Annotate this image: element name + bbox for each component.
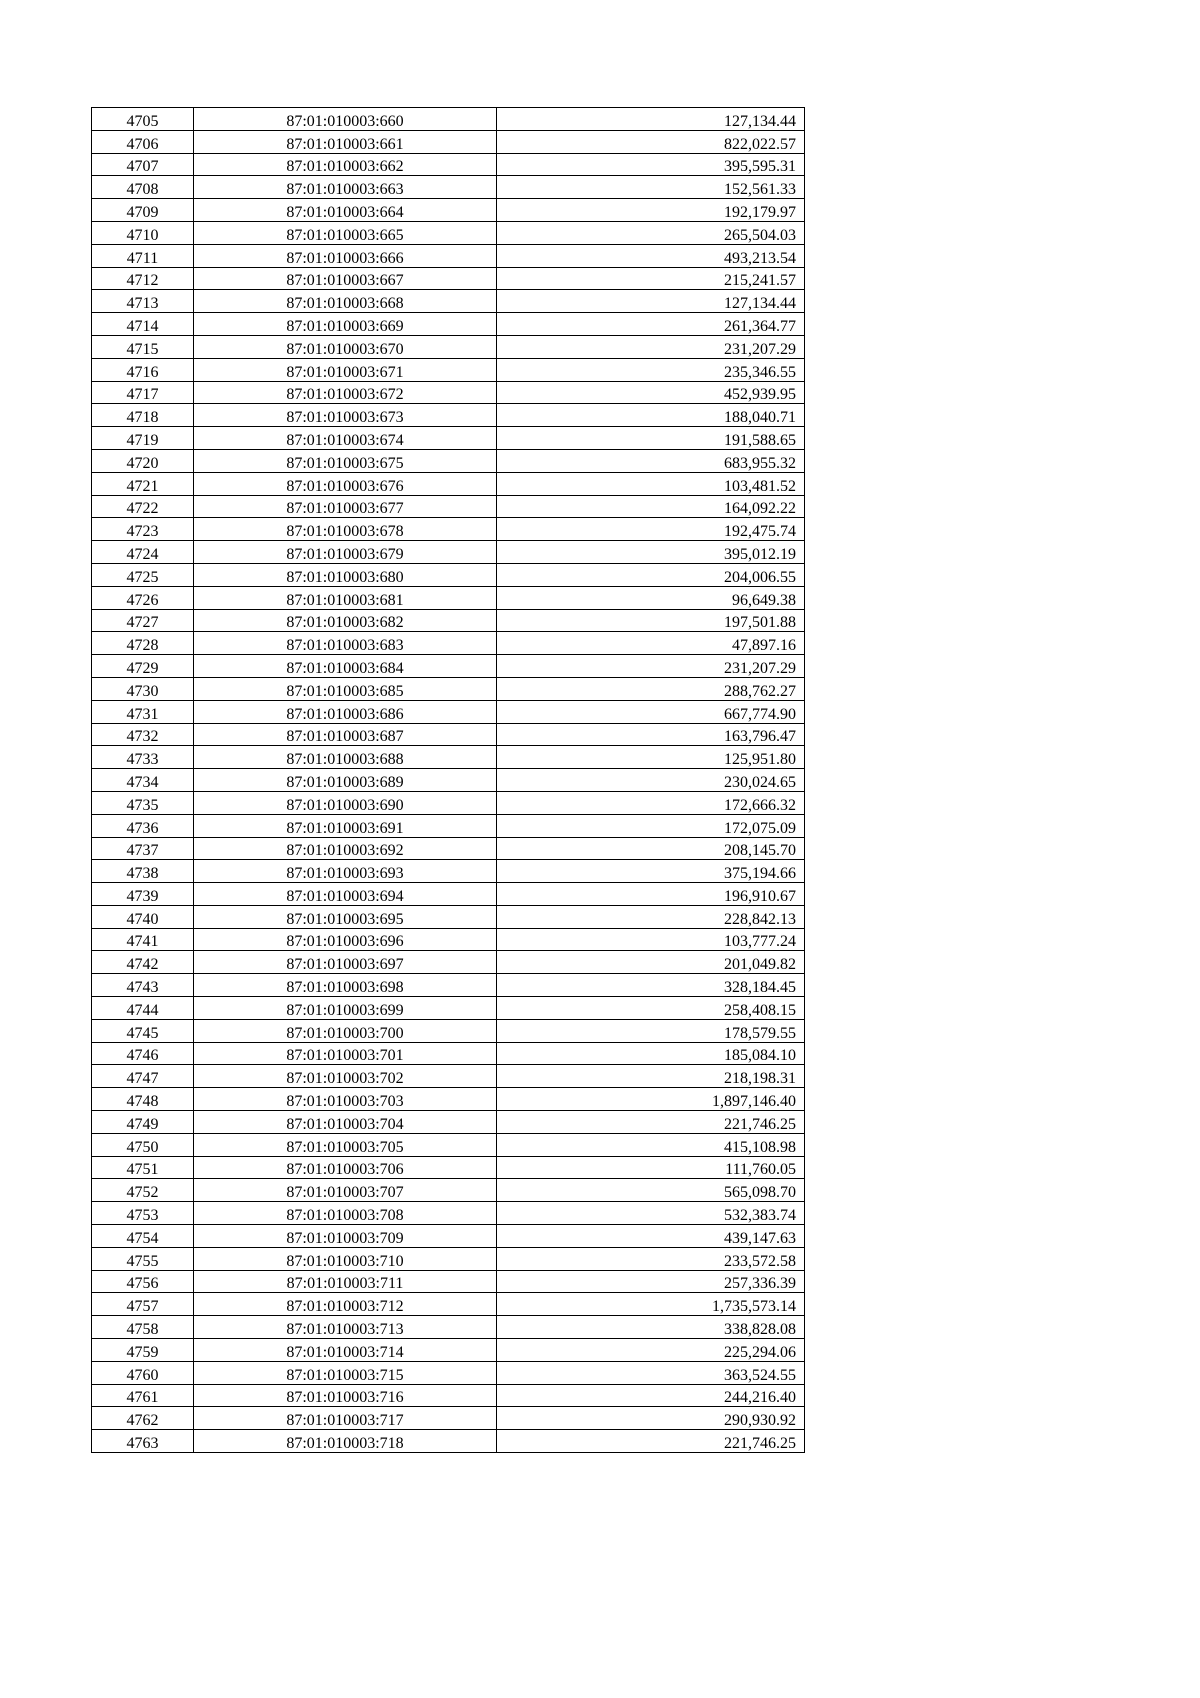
table-row — [92, 1179, 805, 1202]
row-number-cell: 4735 — [92, 791, 194, 814]
cadastral-number-cell: 87:01:010003:675 — [194, 449, 497, 472]
row-number-cell: 4740 — [92, 905, 194, 928]
cadastral-value-cell: 172,666.32 — [497, 791, 805, 814]
table-row — [92, 404, 805, 427]
cadastral-value-cell: 228,842.13 — [497, 905, 805, 928]
row-number-cell: 4744 — [92, 997, 194, 1020]
table-row — [92, 905, 805, 928]
cadastral-value-cell: 163,796.47 — [497, 723, 805, 746]
row-number-cell: 4722 — [92, 495, 194, 518]
cadastral-value-cell: 218,198.31 — [497, 1065, 805, 1088]
cadastral-value-cell: 439,147.63 — [497, 1225, 805, 1248]
cadastral-number-cell: 87:01:010003:692 — [194, 837, 497, 860]
cadastral-value-cell: 178,579.55 — [497, 1019, 805, 1042]
cadastral-value-cell: 188,040.71 — [497, 404, 805, 427]
table-row — [92, 860, 805, 883]
table-row — [92, 928, 805, 951]
row-number-cell: 4720 — [92, 449, 194, 472]
cadastral-value-cell: 152,561.33 — [497, 176, 805, 199]
table-row — [92, 1042, 805, 1065]
table-row — [92, 495, 805, 518]
table-row — [92, 997, 805, 1020]
cadastral-number-cell: 87:01:010003:699 — [194, 997, 497, 1020]
cadastral-value-cell: 208,145.70 — [497, 837, 805, 860]
row-number-cell: 4710 — [92, 221, 194, 244]
table-row — [92, 723, 805, 746]
row-number-cell: 4743 — [92, 974, 194, 997]
cadastral-value-cell: 215,241.57 — [497, 267, 805, 290]
table-row — [92, 358, 805, 381]
cadastral-number-cell: 87:01:010003:703 — [194, 1088, 497, 1111]
row-number-cell: 4734 — [92, 769, 194, 792]
cadastral-number-cell: 87:01:010003:683 — [194, 632, 497, 655]
cadastral-value-cell: 261,364.77 — [497, 313, 805, 336]
table-row — [92, 1065, 805, 1088]
cadastral-number-cell: 87:01:010003:709 — [194, 1225, 497, 1248]
cadastral-value-cell: 111,760.05 — [497, 1156, 805, 1179]
row-number-cell: 4726 — [92, 586, 194, 609]
cadastral-value-cell: 185,084.10 — [497, 1042, 805, 1065]
cadastral-number-cell: 87:01:010003:713 — [194, 1316, 497, 1339]
row-number-cell: 4763 — [92, 1430, 194, 1453]
cadastral-number-cell: 87:01:010003:667 — [194, 267, 497, 290]
table-row — [92, 1133, 805, 1156]
cadastral-value-cell: 125,951.80 — [497, 746, 805, 769]
cadastral-value-cell: 565,098.70 — [497, 1179, 805, 1202]
cadastral-number-cell: 87:01:010003:690 — [194, 791, 497, 814]
row-number-cell: 4729 — [92, 655, 194, 678]
cadastral-value-cell: 164,092.22 — [497, 495, 805, 518]
table-row — [92, 199, 805, 222]
cadastral-value-cell: 103,777.24 — [497, 928, 805, 951]
cadastral-number-cell: 87:01:010003:676 — [194, 472, 497, 495]
row-number-cell: 4752 — [92, 1179, 194, 1202]
row-number-cell: 4719 — [92, 427, 194, 450]
cadastral-value-cell: 257,336.39 — [497, 1270, 805, 1293]
cadastral-number-cell: 87:01:010003:673 — [194, 404, 497, 427]
cadastral-number-cell: 87:01:010003:689 — [194, 769, 497, 792]
cadastral-number-cell: 87:01:010003:672 — [194, 381, 497, 404]
table-row — [92, 791, 805, 814]
table-row — [92, 176, 805, 199]
cadastral-number-cell: 87:01:010003:700 — [194, 1019, 497, 1042]
table-row — [92, 814, 805, 837]
cadastral-value-cell: 415,108.98 — [497, 1133, 805, 1156]
table-row — [92, 883, 805, 906]
table-row — [92, 632, 805, 655]
table-row — [92, 381, 805, 404]
table-row — [92, 1316, 805, 1339]
cadastral-number-cell: 87:01:010003:663 — [194, 176, 497, 199]
cadastral-value-cell: 191,588.65 — [497, 427, 805, 450]
table-row — [92, 267, 805, 290]
table-row — [92, 290, 805, 313]
cadastral-value-cell: 822,022.57 — [497, 130, 805, 153]
table-body — [92, 108, 805, 1453]
cadastral-number-cell: 87:01:010003:705 — [194, 1133, 497, 1156]
row-number-cell: 4717 — [92, 381, 194, 404]
row-number-cell: 4745 — [92, 1019, 194, 1042]
cadastral-value-cell: 667,774.90 — [497, 700, 805, 723]
table-row — [92, 221, 805, 244]
row-number-cell: 4718 — [92, 404, 194, 427]
cadastral-value-cell: 197,501.88 — [497, 609, 805, 632]
table-row — [92, 586, 805, 609]
row-number-cell: 4754 — [92, 1225, 194, 1248]
cadastral-number-cell: 87:01:010003:671 — [194, 358, 497, 381]
row-number-cell: 4749 — [92, 1111, 194, 1134]
table-row — [92, 108, 805, 131]
cadastral-value-cell: 395,012.19 — [497, 541, 805, 564]
cadastral-number-cell: 87:01:010003:684 — [194, 655, 497, 678]
cadastral-value-cell: 204,006.55 — [497, 563, 805, 586]
row-number-cell: 4713 — [92, 290, 194, 313]
row-number-cell: 4742 — [92, 951, 194, 974]
cadastral-value-cell: 375,194.66 — [497, 860, 805, 883]
cadastral-number-cell: 87:01:010003:704 — [194, 1111, 497, 1134]
cadastral-number-cell: 87:01:010003:686 — [194, 700, 497, 723]
cadastral-number-cell: 87:01:010003:707 — [194, 1179, 497, 1202]
cadastral-value-cell: 230,024.65 — [497, 769, 805, 792]
row-number-cell: 4759 — [92, 1339, 194, 1362]
row-number-cell: 4708 — [92, 176, 194, 199]
cadastral-value-cell: 127,134.44 — [497, 290, 805, 313]
cadastral-number-cell: 87:01:010003:696 — [194, 928, 497, 951]
cadastral-value-cell: 127,134.44 — [497, 108, 805, 131]
cadastral-number-cell: 87:01:010003:717 — [194, 1407, 497, 1430]
row-number-cell: 4715 — [92, 335, 194, 358]
table-row — [92, 1225, 805, 1248]
row-number-cell: 4731 — [92, 700, 194, 723]
cadastral-value-cell: 231,207.29 — [497, 335, 805, 358]
table-row — [92, 974, 805, 997]
row-number-cell: 4728 — [92, 632, 194, 655]
cadastral-value-cell: 1,897,146.40 — [497, 1088, 805, 1111]
cadastral-number-cell: 87:01:010003:687 — [194, 723, 497, 746]
cadastral-value-cell: 192,475.74 — [497, 518, 805, 541]
table-row — [92, 1202, 805, 1225]
cadastral-number-cell: 87:01:010003:664 — [194, 199, 497, 222]
cadastral-number-cell: 87:01:010003:677 — [194, 495, 497, 518]
cadastral-value-cell: 395,595.31 — [497, 153, 805, 176]
table-row — [92, 472, 805, 495]
table-row — [92, 1111, 805, 1134]
cadastral-number-cell: 87:01:010003:681 — [194, 586, 497, 609]
table-row — [92, 449, 805, 472]
cadastral-value-cell: 493,213.54 — [497, 244, 805, 267]
cadastral-value-cell: 338,828.08 — [497, 1316, 805, 1339]
cadastral-number-cell: 87:01:010003:685 — [194, 677, 497, 700]
cadastral-value-cell: 452,939.95 — [497, 381, 805, 404]
row-number-cell: 4724 — [92, 541, 194, 564]
cadastral-number-cell: 87:01:010003:679 — [194, 541, 497, 564]
cadastral-value-cell: 103,481.52 — [497, 472, 805, 495]
table-row — [92, 541, 805, 564]
cadastral-value-cell: 192,179.97 — [497, 199, 805, 222]
cadastral-value-cell: 288,762.27 — [497, 677, 805, 700]
cadastral-number-cell: 87:01:010003:702 — [194, 1065, 497, 1088]
table-row — [92, 655, 805, 678]
row-number-cell: 4755 — [92, 1247, 194, 1270]
cadastral-number-cell: 87:01:010003:716 — [194, 1384, 497, 1407]
row-number-cell: 4736 — [92, 814, 194, 837]
cadastral-number-cell: 87:01:010003:715 — [194, 1361, 497, 1384]
table-row — [92, 335, 805, 358]
cadastral-number-cell: 87:01:010003:666 — [194, 244, 497, 267]
table-row — [92, 1270, 805, 1293]
row-number-cell: 4757 — [92, 1293, 194, 1316]
cadastral-value-cell: 221,746.25 — [497, 1430, 805, 1453]
cadastral-value-cell: 47,897.16 — [497, 632, 805, 655]
row-number-cell: 4707 — [92, 153, 194, 176]
table-row — [92, 518, 805, 541]
cadastral-number-cell: 87:01:010003:708 — [194, 1202, 497, 1225]
cadastral-number-cell: 87:01:010003:688 — [194, 746, 497, 769]
cadastral-number-cell: 87:01:010003:693 — [194, 860, 497, 883]
cadastral-number-cell: 87:01:010003:674 — [194, 427, 497, 450]
row-number-cell: 4709 — [92, 199, 194, 222]
cadastral-value-cell: 290,930.92 — [497, 1407, 805, 1430]
table-row — [92, 313, 805, 336]
row-number-cell: 4750 — [92, 1133, 194, 1156]
cadastral-number-cell: 87:01:010003:711 — [194, 1270, 497, 1293]
table-row — [92, 1339, 805, 1362]
row-number-cell: 4738 — [92, 860, 194, 883]
table-row — [92, 609, 805, 632]
row-number-cell: 4723 — [92, 518, 194, 541]
cadastral-value-cell: 235,346.55 — [497, 358, 805, 381]
table-row — [92, 427, 805, 450]
cadastral-value-cell: 244,216.40 — [497, 1384, 805, 1407]
row-number-cell: 4760 — [92, 1361, 194, 1384]
row-number-cell: 4711 — [92, 244, 194, 267]
table-row — [92, 1407, 805, 1430]
row-number-cell: 4756 — [92, 1270, 194, 1293]
row-number-cell: 4746 — [92, 1042, 194, 1065]
table-row — [92, 951, 805, 974]
cadastral-value-cell: 221,746.25 — [497, 1111, 805, 1134]
cadastral-number-cell: 87:01:010003:661 — [194, 130, 497, 153]
row-number-cell: 4727 — [92, 609, 194, 632]
table-row — [92, 1088, 805, 1111]
row-number-cell: 4753 — [92, 1202, 194, 1225]
cadastral-value-cell: 265,504.03 — [497, 221, 805, 244]
cadastral-value-cell: 258,408.15 — [497, 997, 805, 1020]
row-number-cell: 4762 — [92, 1407, 194, 1430]
cadastral-number-cell: 87:01:010003:670 — [194, 335, 497, 358]
table-row — [92, 1156, 805, 1179]
row-number-cell: 4747 — [92, 1065, 194, 1088]
cadastral-number-cell: 87:01:010003:665 — [194, 221, 497, 244]
cadastral-value-cell: 225,294.06 — [497, 1339, 805, 1362]
table-row — [92, 130, 805, 153]
cadastral-number-cell: 87:01:010003:691 — [194, 814, 497, 837]
row-number-cell: 4733 — [92, 746, 194, 769]
table-row — [92, 244, 805, 267]
cadastral-number-cell: 87:01:010003:662 — [194, 153, 497, 176]
row-number-cell: 4732 — [92, 723, 194, 746]
cadastral-value-table — [91, 107, 805, 1453]
row-number-cell: 4705 — [92, 108, 194, 131]
table-row — [92, 1430, 805, 1453]
row-number-cell: 4725 — [92, 563, 194, 586]
cadastral-value-cell: 231,207.29 — [497, 655, 805, 678]
cadastral-value-cell: 532,383.74 — [497, 1202, 805, 1225]
cadastral-number-cell: 87:01:010003:694 — [194, 883, 497, 906]
cadastral-number-cell: 87:01:010003:680 — [194, 563, 497, 586]
table-row — [92, 1019, 805, 1042]
row-number-cell: 4730 — [92, 677, 194, 700]
row-number-cell: 4706 — [92, 130, 194, 153]
row-number-cell: 4716 — [92, 358, 194, 381]
table-row — [92, 1247, 805, 1270]
cadastral-value-cell: 1,735,573.14 — [497, 1293, 805, 1316]
table-row — [92, 769, 805, 792]
cadastral-number-cell: 87:01:010003:695 — [194, 905, 497, 928]
cadastral-number-cell: 87:01:010003:718 — [194, 1430, 497, 1453]
cadastral-number-cell: 87:01:010003:697 — [194, 951, 497, 974]
row-number-cell: 4761 — [92, 1384, 194, 1407]
row-number-cell: 4758 — [92, 1316, 194, 1339]
cadastral-number-cell: 87:01:010003:701 — [194, 1042, 497, 1065]
row-number-cell: 4737 — [92, 837, 194, 860]
row-number-cell: 4748 — [92, 1088, 194, 1111]
cadastral-value-cell: 233,572.58 — [497, 1247, 805, 1270]
row-number-cell: 4751 — [92, 1156, 194, 1179]
cadastral-value-cell: 363,524.55 — [497, 1361, 805, 1384]
cadastral-value-cell: 683,955.32 — [497, 449, 805, 472]
cadastral-number-cell: 87:01:010003:682 — [194, 609, 497, 632]
cadastral-number-cell: 87:01:010003:660 — [194, 108, 497, 131]
table-row — [92, 563, 805, 586]
cadastral-number-cell: 87:01:010003:678 — [194, 518, 497, 541]
table-row — [92, 1361, 805, 1384]
row-number-cell: 4739 — [92, 883, 194, 906]
table-row — [92, 1293, 805, 1316]
cadastral-number-cell: 87:01:010003:712 — [194, 1293, 497, 1316]
cadastral-number-cell: 87:01:010003:706 — [194, 1156, 497, 1179]
cadastral-value-cell: 96,649.38 — [497, 586, 805, 609]
cadastral-value-cell: 201,049.82 — [497, 951, 805, 974]
row-number-cell: 4712 — [92, 267, 194, 290]
cadastral-value-cell: 328,184.45 — [497, 974, 805, 997]
cadastral-number-cell: 87:01:010003:669 — [194, 313, 497, 336]
cadastral-value-cell: 196,910.67 — [497, 883, 805, 906]
row-number-cell: 4741 — [92, 928, 194, 951]
cadastral-number-cell: 87:01:010003:714 — [194, 1339, 497, 1362]
row-number-cell: 4714 — [92, 313, 194, 336]
table-row — [92, 700, 805, 723]
cadastral-number-cell: 87:01:010003:698 — [194, 974, 497, 997]
table-row — [92, 746, 805, 769]
table-row — [92, 837, 805, 860]
table-row — [92, 1384, 805, 1407]
row-number-cell: 4721 — [92, 472, 194, 495]
cadastral-number-cell: 87:01:010003:710 — [194, 1247, 497, 1270]
table-row — [92, 677, 805, 700]
table-row — [92, 153, 805, 176]
cadastral-value-cell: 172,075.09 — [497, 814, 805, 837]
cadastral-number-cell: 87:01:010003:668 — [194, 290, 497, 313]
